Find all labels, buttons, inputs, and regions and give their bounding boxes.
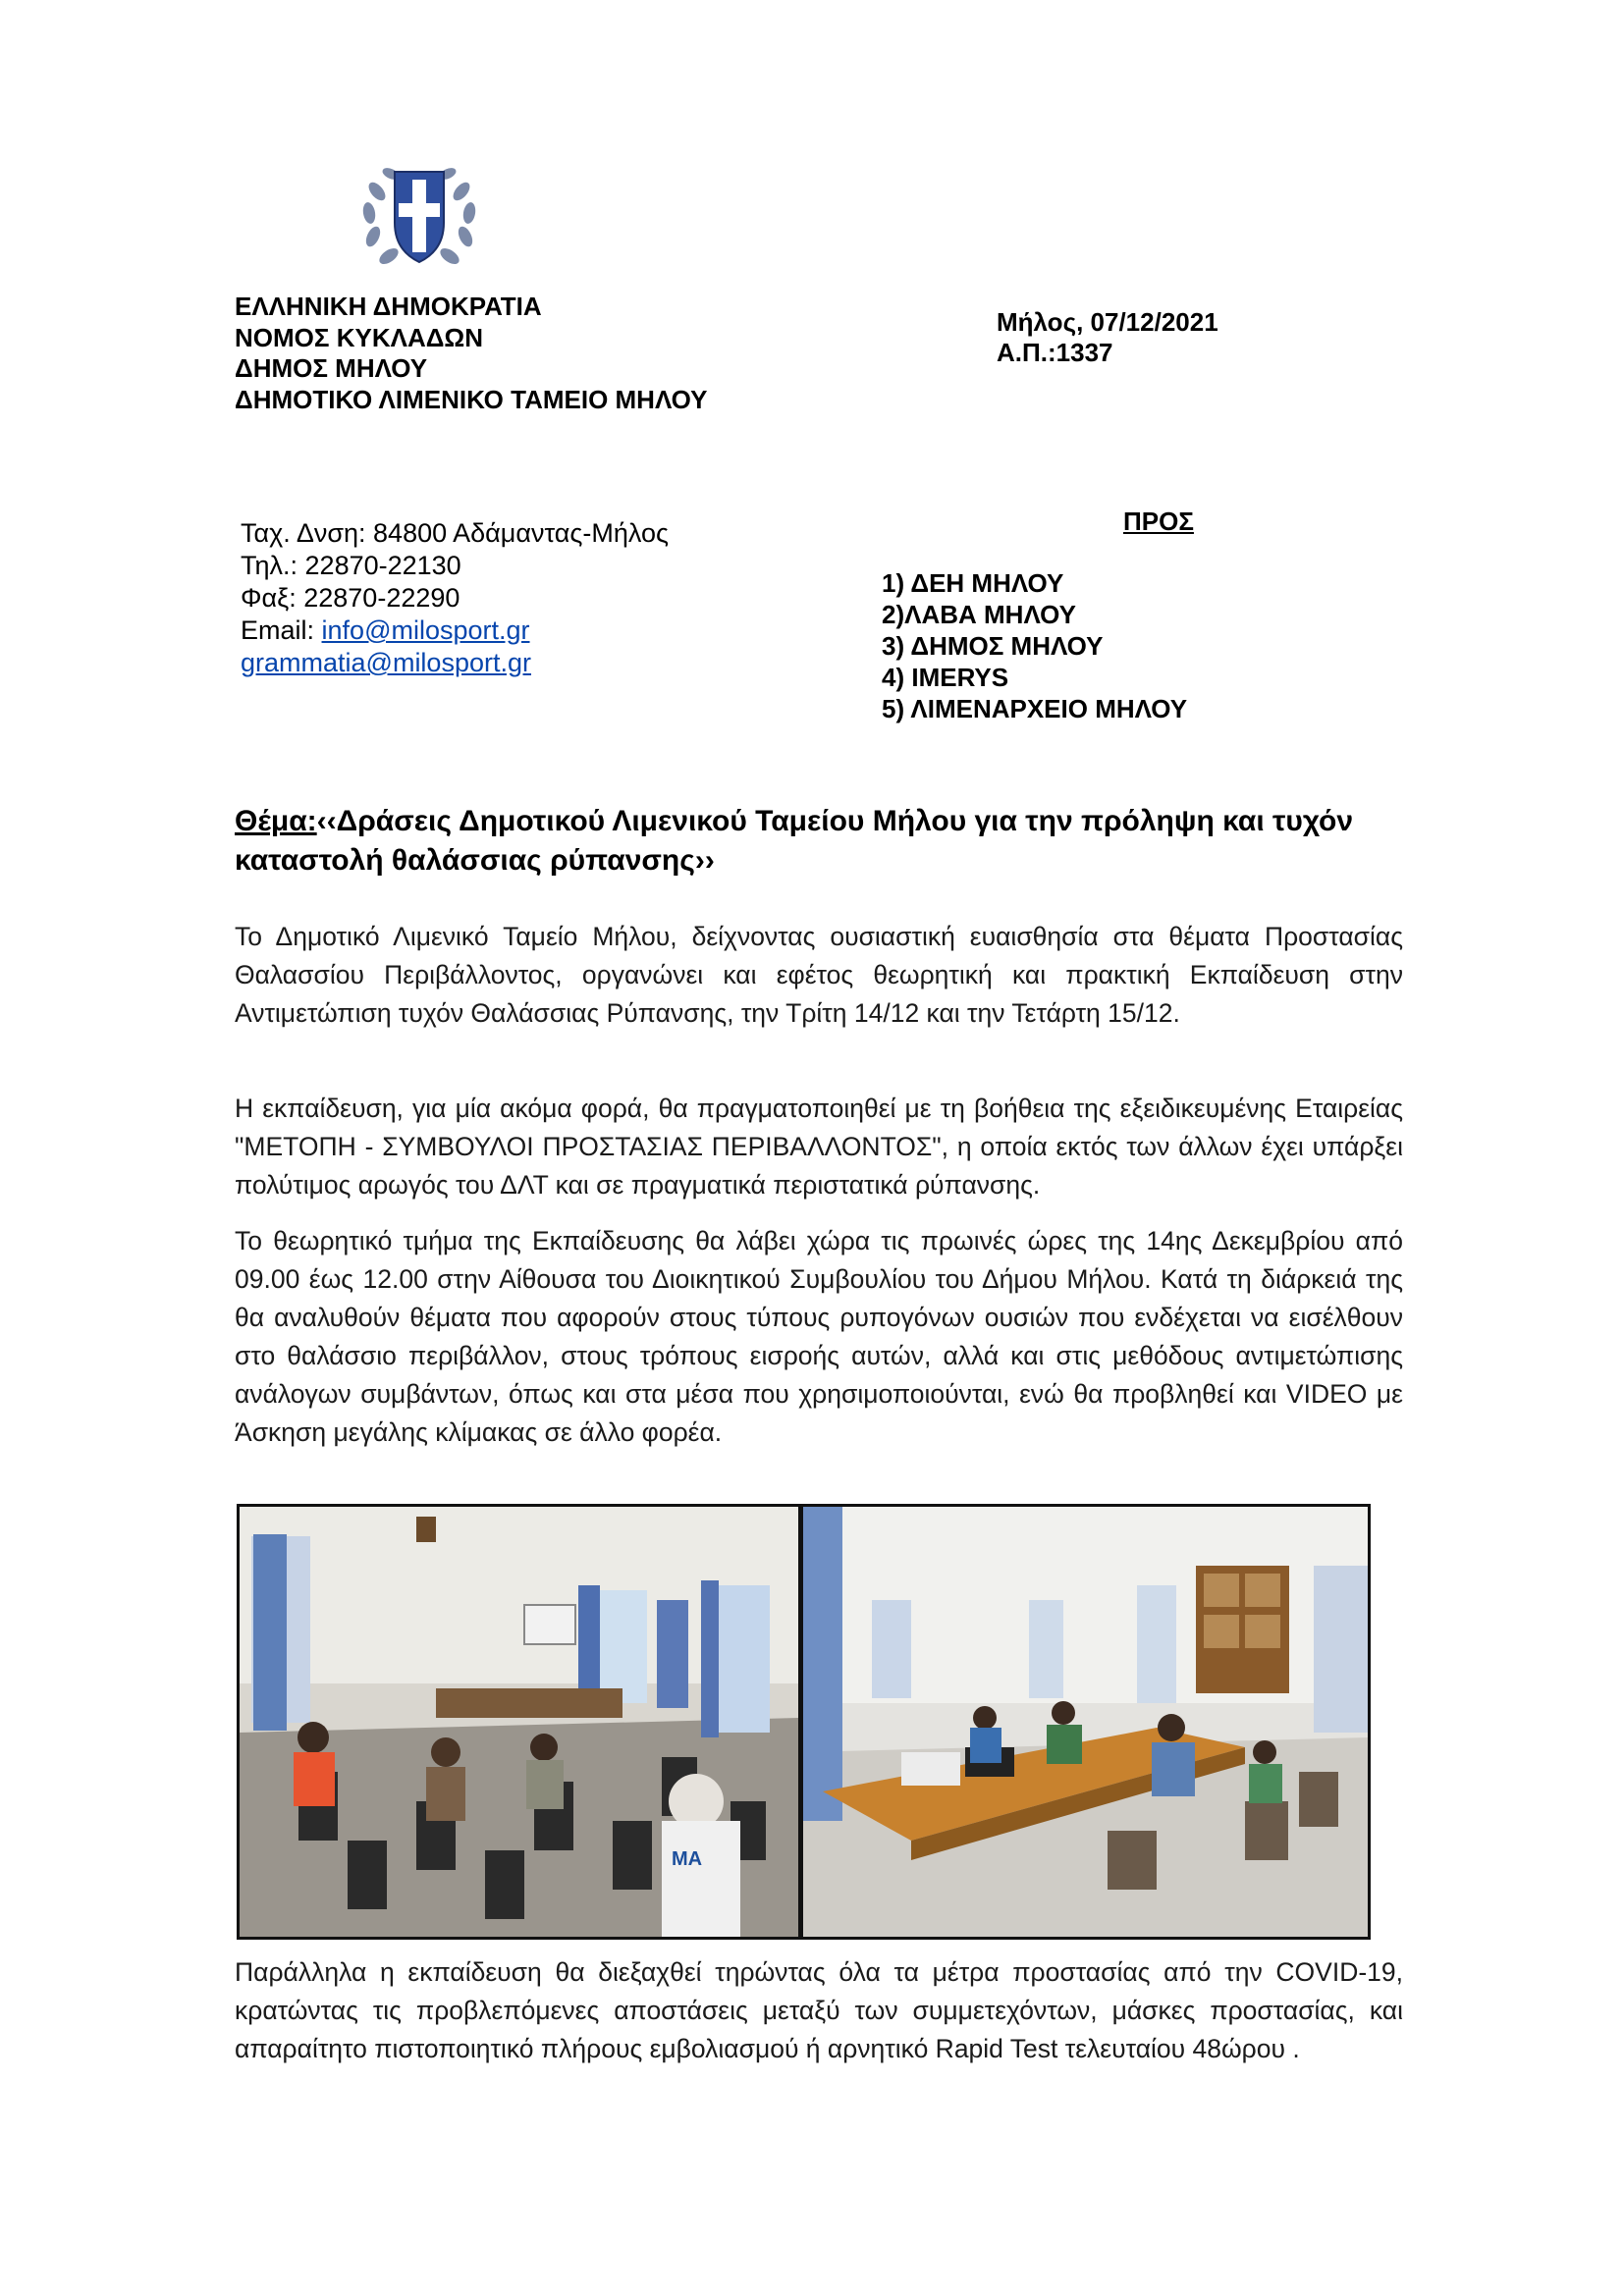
- subject-label: Θέμα:: [235, 805, 317, 837]
- recipient-item: 3) ΔΗΜΟΣ ΜΗΛΟΥ: [882, 631, 1104, 661]
- recipient-item: 4) IMERYS: [882, 663, 1009, 692]
- document-date: Μήλος, 07/12/2021: [997, 307, 1218, 337]
- recipients-list: [882, 567, 1187, 724]
- contact-block: [241, 517, 669, 679]
- email-label: Email:: [241, 615, 322, 645]
- email-link-info[interactable]: info@milosport.gr: [321, 615, 530, 645]
- protocol-number: Α.Π.:1337: [997, 338, 1113, 367]
- issuer-line-country: ΕΛΛΗΝΙΚΗ ΔΗΜΟΚΡΑΤΙΑ: [235, 292, 542, 321]
- date-protocol-block: [997, 307, 1218, 368]
- issuer-line-prefecture: ΝΟΜΟΣ ΚΥΚΛΑΔΩΝ: [235, 322, 484, 352]
- svg-text:MA: MA: [672, 1848, 703, 1870]
- training-room-photo-1: [237, 1504, 801, 1940]
- subject-text: ‹‹Δράσεις Δημοτικού Λιμενικού Ταμείου Μήλου για την πρόληψη και τυχόν καταστολή θαλάσσιας ρύπανσης››: [235, 805, 1354, 877]
- body-paragraph-4: Παράλληλα η εκπαίδευση θα διεξαχθεί τηρώντας όλα τα μέτρα προστασίας από την COVID-19, κρατώντας τις προβλεπόμενες αποστάσεις μεταξύ των συμμετεχόντων, μάσκες προστασίας, και απαραίτητο πιστοποιητικό πλήρους εμβολιασμού ή αρνητικό Rapid Test τελευταίου 48ώρου .: [235, 1957, 1403, 2063]
- contact-email-row: [241, 614, 669, 647]
- issuer-line-port-fund: ΔΗΜΟΤΙΚΟ ΛΙΜΕΝΙΚΟ ΤΑΜΕΙΟ ΜΗΛΟΥ: [235, 384, 708, 414]
- body-paragraph-3: Το θεωρητικό τμήμα της Εκπαίδευσης θα λάβει χώρα τις πρωινές ώρες της 14ης Δεκεμβρίου από 09.00 έως 12.00 στην Αίθουσα του Διοικητικού Συμβουλίου του Δήμου Μήλου. Κατά τη διάρκειά της θα αναλυθούν θέματα που αφορούν στους τύπους ρυπογόνων ουσιών που ενδέχεται να εισέλθουν στο θαλάσσιο περιβάλλον, στους τρόπους εισροής αυτών, αλλά και στις μεθόδους αντιμετώπισης ανάλογων συμβάντων, όπως και στα μέσα που χρησιμοποιούνται, ενώ θα προβληθεί και VIDEO με Άσκηση μεγάλης κλίμακας σε άλλο φορέα.: [235, 1226, 1403, 1447]
- recipient-item: 1) ΔΕΗ ΜΗΛΟΥ: [882, 568, 1064, 598]
- issuer-line-municipality: ΔΗΜΟΣ ΜΗΛΟΥ: [235, 353, 428, 383]
- contact-phone: Τηλ.: 22870-22130: [241, 551, 461, 580]
- issuer-block: [235, 292, 707, 415]
- body-paragraph-1: Το Δημοτικό Λιμενικό Ταμείο Μήλου, δείχνοντας ουσιαστική ευαισθησία στα θέματα Προστασίας Θαλασσίου Περιβάλλοντος, οργανώνει και εφέτος θεωρητική και πρακτική Εκπαίδευση στην Αντιμετώπιση τυχόν Θαλάσσιας Ρύπανσης, την Τρίτη 14/12 και την Τετάρτη 15/12.: [235, 922, 1403, 1028]
- greek-state-emblem-icon: [355, 152, 483, 280]
- recipients-heading: ΠΡΟΣ: [1123, 507, 1194, 536]
- body-paragraph-2: Η εκπαίδευση, για μία ακόμα φορά, θα πραγματοποιηθεί με τη βοήθεια της εξειδικευμένης Εταιρείας "ΜΕΤΟΠΗ - ΣΥΜΒΟΥΛΟΙ ΠΡΟΣΤΑΣΙΑΣ ΠΕΡΙΒΑΛΛΟΝΤΟΣ", η οποία εκτός των άλλων έχει υπάρξει πολύτιμος αρωγός του ΔΛΤ και σε πραγματικά περιστατικά ρύπανσης.: [235, 1094, 1403, 1200]
- subject-line: [235, 802, 1407, 881]
- training-room-photo-2: [800, 1504, 1371, 1940]
- contact-email-row-2: [241, 647, 669, 679]
- contact-fax: Φαξ: 22870-22290: [241, 583, 460, 613]
- contact-address: Ταχ. Δνση: 84800 Αδάμαντας-Μήλος: [241, 518, 669, 548]
- email-link-grammatia[interactable]: grammatia@milosport.gr: [241, 648, 531, 677]
- recipient-item: 5) ΛΙΜΕΝΑΡΧΕΙΟ ΜΗΛΟΥ: [882, 694, 1188, 723]
- recipient-item: 2)ΛΑΒΑ ΜΗΛΟΥ: [882, 600, 1076, 629]
